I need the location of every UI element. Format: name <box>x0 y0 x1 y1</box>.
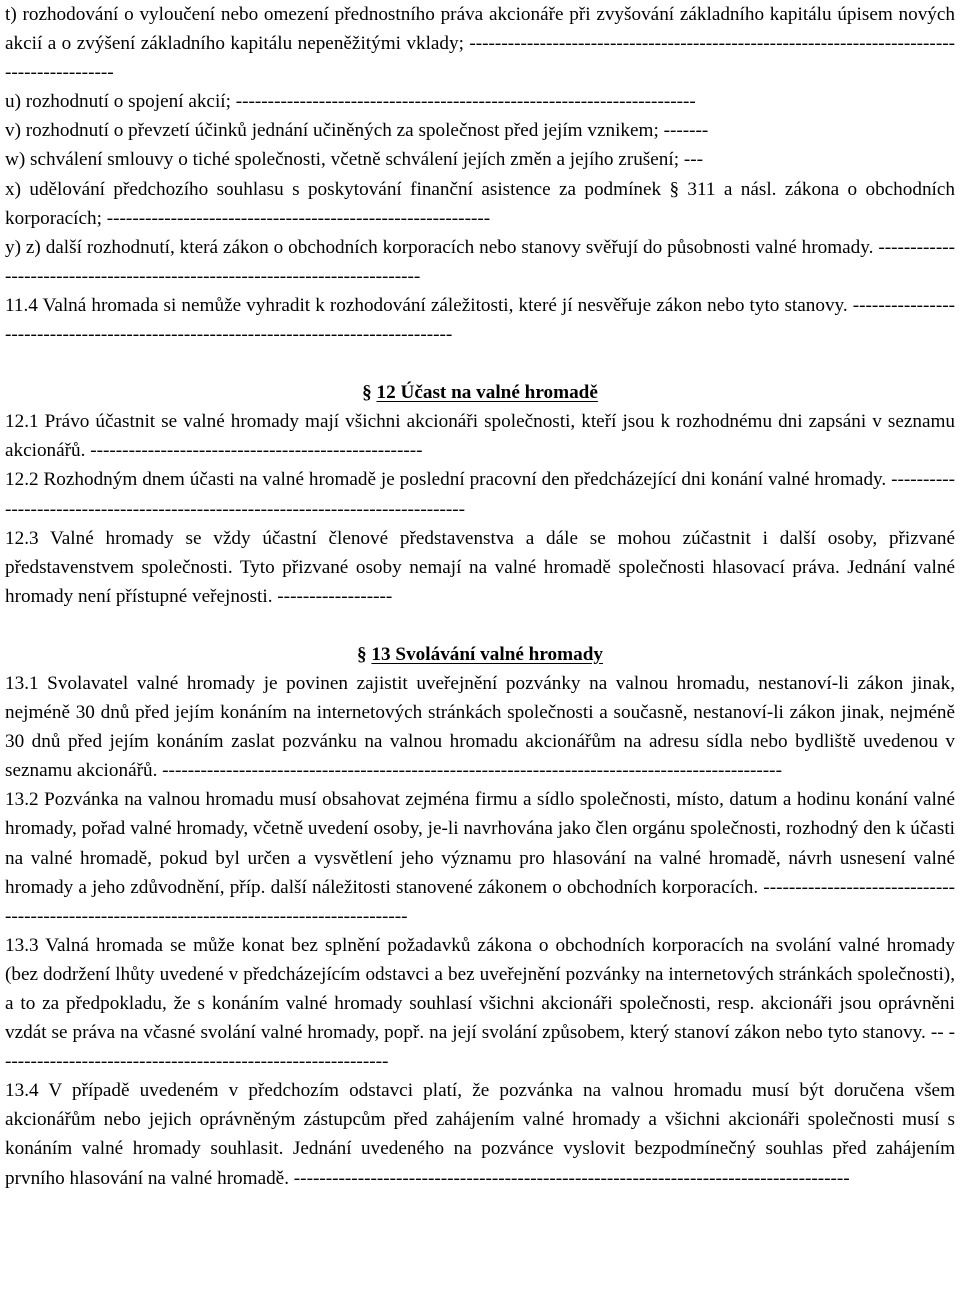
paragraph-13-1: 13.1 Svolavatel valné hromady je povinen zajistit uveřejnění pozvánky na valnou hromadu, nestanoví-li zákon jinak, nejméně 30 dnů před jejím konáním na internetových stránkách společnosti a současně, nestanoví-li zákon jinak, nejméně 30 dnů před jejím konáním zaslat pozvánku na valnou hromadu akcionářům na adresu sídla nebo bydliště uvedenou v seznamu akcionářů. ------------------------------------------------------------------------------------------------- <box>5 672 955 782</box>
section-title: 13 Svolávání valné hromady <box>371 643 603 665</box>
section-symbol: § <box>362 382 372 404</box>
section-symbol: § <box>357 643 367 665</box>
paragraph-12-1: 12.1 Právo účastnit se valné hromady mají všichni akcionáři společnosti, kteří jsou k rozhodnému dni zapsáni v seznamu akcionářů. ---------------------------------------------------- <box>5 411 955 462</box>
clause-t: t) rozhodování o vyloučení nebo omezení přednostního práva akcionáře při zvyšování základního kapitálu úpisem nových akcií a o zvýšení základního kapitálu nepeněžitými vklady; --------------------------------------------------------------------------------------------- <box>5 4 955 84</box>
clause-v: v) rozhodnutí o převzetí účinků jednání učiněných za společnost před jejím vznikem; ------- <box>5 120 709 142</box>
paragraph-12-2: 12.2 Rozhodným dnem účasti na valné hromadě je poslední pracovní den předcházející dni konání valné hromady. ---------------------------------------------------------------------------------- <box>5 469 955 520</box>
clause-w: w) schválení smlouvy o tiché společnosti, včetně schválení jejích změn a jejího zrušení; --- <box>5 149 703 171</box>
paragraph-13-2: 13.2 Pozvánka na valnou hromadu musí obsahovat zejména firmu a sídlo společnosti, místo, datum a hodinu konání valné hromady, pořad valné hromady, včetně uvedení osoby, je-li navrhována jako člen orgánu společnosti, rozhodný den k účasti na valné hromadě, pokud byl určen a vysvětlení jeho významu pro hlasování na valné hromadě, návrh usnesení valné hromady a jeho zdůvodnění, příp. další náležitosti stanovené zákonem o obchodních korporacích. --------------------------------------------------------------------------------------------- <box>5 789 955 927</box>
section-12-heading <box>5 378 955 407</box>
paragraph-13-4: 13.4 V případě uvedeném v předchozím odstavci platí, že pozvánka na valnou hromadu musí být doručena všem akcionářům nebo jejich oprávněným zástupcům před zahájením valné hromady a všichni akcionáři společnosti musí s konáním valné hromady souhlasit. Jednání uvedeného na pozvánce vyslovit bezpodmínečný souhlas před zahájením prvního hlasování na valné hromadě. --------------------------------------------------------------------------------------- <box>5 1080 955 1189</box>
section-title: 12 Účast na valné hromadě <box>376 382 598 404</box>
clause-x: x) udělování předchozího souhlasu s poskytování finanční asistence za podmínek § 311 a násl. zákona o obchodních korporacích; ------------------------------------------------------------ <box>5 178 955 229</box>
clause-u: u) rozhodnutí o spojení akcií; ------------------------------------------------------------------------ <box>5 91 696 113</box>
document-page <box>5 0 955 1193</box>
paragraph-12-3: 12.3 Valné hromady se vždy účastní členové představenstva a dále se mohou zúčastnit i další osoby, přizvané představenstvem společnosti. Tyto přizvané osoby nemají na valné hromadě společnosti hlasovací práva. Jednání valné hromady není přístupné veřejnosti. ------------------ <box>5 527 955 607</box>
paragraph-11-4: 11.4 Valná hromada si nemůže vyhradit k rozhodování záležitosti, které jí nesvěřuje zákon nebo tyto stanovy. -------------------------------------------------------------------------------------- <box>5 294 955 346</box>
section-13-heading <box>5 640 955 669</box>
clause-y-z: y) z) další rozhodnutí, která zákon o obchodních korporacích nebo stanovy svěřují do působnosti valné hromady. ----------------------------------------------------------------------------- <box>5 236 955 287</box>
paragraph-13-3: 13.3 Valná hromada se může konat bez splnění požadavků zákona o obchodních korporacích na svolání valné hromady (bez dodržení lhůty uvedené v předcházejícím odstavci a bez uveřejnění pozvánky na internetových stránkách společnosti), a to za předpokladu, že s konáním valné hromady souhlasí všichni akcionáři společnosti, resp. akcionáři jsou oprávněni vzdát se práva na včasné svolání valné hromady, popř. na její svolání způsobem, který stanoví zákon nebo tyto stanovy. -- ------------------------------------------------------------- <box>5 934 955 1073</box>
